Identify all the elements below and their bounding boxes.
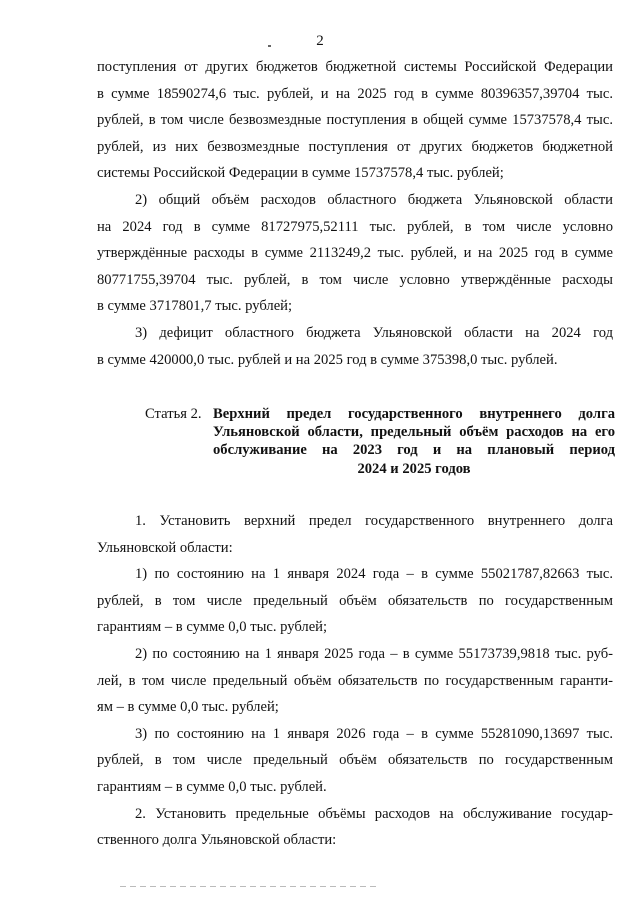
article-title-line: обслуживание на 2023 год и на плановый период (213, 442, 615, 459)
text-line: рублей, в том числе предельный объём обязательств по государственным (97, 752, 613, 769)
text-line: рублей, из них безвозмездные поступления от других бюджетов бюджетной (97, 138, 613, 155)
text-line: ственного долга Ульяновской области: (97, 832, 337, 849)
text-line: 2. Установить предельные объёмы расходов на обслуживание государ- (135, 805, 613, 822)
text-line: 1) по состоянию на 1 января 2024 года – в сумме 55021787,82663 тыс. (135, 566, 613, 583)
text-line: гарантиям – в сумме 0,0 тыс. рублей. (97, 778, 327, 795)
debt-paragraphs (97, 508, 613, 854)
article-title-line: 2024 и 2025 годов (357, 460, 471, 477)
article-heading (145, 405, 615, 478)
text-line: 3) по состоянию на 1 января 2026 года – в сумме 55281090,13697 тыс. (135, 725, 613, 742)
text-line: 1. Установить верхний предел государственного внутреннего долга (135, 513, 613, 529)
text-line: гарантиям – в сумме 0,0 тыс. рублей; (97, 619, 328, 636)
text-line: в сумме 3717801,7 тыс. рублей; (97, 298, 293, 315)
text-line: рублей, в том числе предельный объём обязательств по государственным (97, 592, 613, 609)
text-line: в сумме 18590274,6 тыс. рублей, и на 2025 год в сумме 80396357,39704 тыс. (97, 85, 613, 102)
article-title-line: Ульяновской области, предельный объём расходов на его (213, 424, 615, 441)
text-line: ям – в сумме 0,0 тыс. рублей; (97, 699, 279, 716)
text-line: 2) общий объём расходов областного бюджета Ульяновской области (135, 191, 613, 208)
text-line: системы Российской Федерации в сумме 15737578,4 тыс. рублей; (97, 165, 504, 182)
text-line: поступления от других бюджетов бюджетной системы Российской Федерации (97, 59, 613, 75)
text-line: утверждённые расходы в сумме 2113249,2 тыс. рублей, и на 2025 год в сумме (97, 245, 613, 262)
budget-paragraphs (97, 54, 613, 373)
text-line: в сумме 420000,0 тыс. рублей и на 2025 год в сумме 375398,0 тыс. рублей. (97, 351, 558, 368)
article-label: Статья 2. (145, 406, 202, 422)
article-title (213, 405, 615, 478)
article-title-line: Верхний предел государственного внутреннего долга (213, 406, 615, 422)
text-line: 2) по состоянию на 1 января 2025 года – в сумме 55173739,9818 тыс. руб- (135, 645, 613, 662)
text-line: лей, в том числе предельный объём обязательств по государственным гаранти- (97, 672, 613, 689)
scan-artifact-line (120, 886, 380, 887)
text-line: на 2024 год в сумме 81727975,52111 тыс. рублей, в том числе условно (97, 218, 613, 235)
text-line: рублей, в том числе безвозмездные поступления в общей сумме 15737578,4 тыс. (97, 112, 613, 129)
text-line: 80771755,39704 тыс. рублей, в том числе условно утверждённые расходы (97, 271, 613, 288)
page-number: 2 (316, 33, 324, 49)
text-line: 3) дефицит областного бюджета Ульяновской области на 2024 год (135, 324, 613, 341)
text-line: Ульяновской области: (97, 539, 233, 556)
